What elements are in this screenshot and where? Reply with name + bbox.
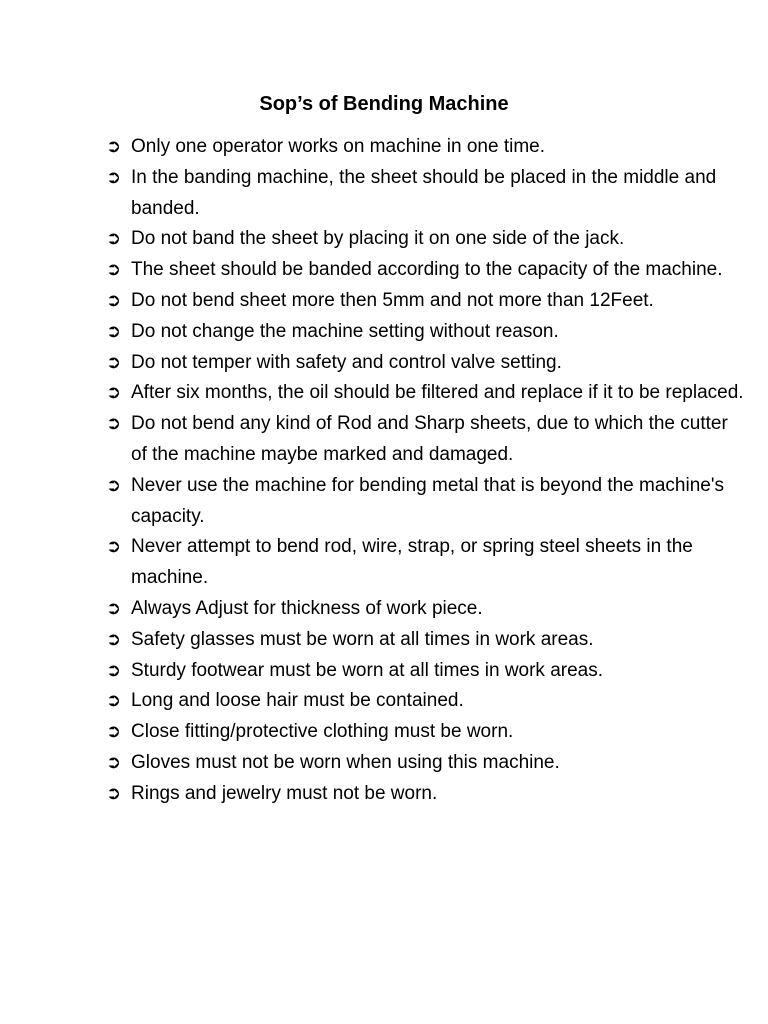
list-item (106, 686, 746, 717)
list-item (106, 224, 746, 255)
list-item (106, 132, 746, 163)
list-item-text: Do not change the machine setting without reason. (131, 320, 559, 342)
list-item (106, 532, 746, 594)
list-item (106, 409, 746, 471)
list-item-text: Do not temper with safety and control valve setting. (131, 351, 562, 373)
arrow-bullet-icon: ➲ (106, 536, 122, 558)
list-item (106, 779, 746, 810)
arrow-bullet-icon: ➲ (106, 166, 122, 188)
list-item-text: After six months, the oil should be filtered and replace if it to be replaced. (131, 382, 744, 404)
list-item (106, 348, 746, 379)
list-item-text: Gloves must not be worn when using this machine. (131, 751, 560, 773)
list-item-text: Close fitting/protective clothing must be worn. (131, 721, 514, 743)
list-item (106, 594, 746, 625)
list-item-text: Always Adjust for thickness of work piece. (131, 597, 483, 619)
list-item-text: Do not band the sheet by placing it on one side of the jack. (131, 228, 625, 250)
arrow-bullet-icon: ➲ (106, 413, 122, 435)
list-item (106, 163, 746, 225)
list-item-text: Do not bend sheet more then 5mm and not more than 12Feet. (131, 289, 654, 311)
list-item-text: Long and loose hair must be contained. (131, 690, 464, 712)
list-item-text: Safety glasses must be worn at all times in work areas. (131, 628, 594, 650)
arrow-bullet-icon: ➲ (106, 721, 122, 743)
arrow-bullet-icon: ➲ (106, 382, 122, 404)
arrow-bullet-icon: ➲ (106, 597, 122, 619)
arrow-bullet-icon: ➲ (106, 751, 122, 773)
list-item-text: Rings and jewelry must not be worn. (131, 782, 438, 804)
list-item-text: Never attempt to bend rod, wire, strap, or spring steel sheets in the machine. (131, 536, 693, 589)
arrow-bullet-icon: ➲ (106, 782, 122, 804)
arrow-bullet-icon: ➲ (106, 320, 122, 342)
list-item (106, 656, 746, 687)
list-item-text: In the banding machine, the sheet should be placed in the middle and banded. (131, 166, 717, 219)
arrow-bullet-icon: ➲ (106, 628, 122, 650)
list-item-text: Never use the machine for bending metal that is beyond the machine's capacity. (131, 474, 724, 527)
list-item (106, 378, 746, 409)
list-item (106, 255, 746, 286)
sop-list (106, 132, 746, 810)
list-item (106, 286, 746, 317)
arrow-bullet-icon: ➲ (106, 474, 122, 496)
document-title: Sop’s of Bending Machine (259, 93, 509, 115)
list-item-text: Sturdy footwear must be worn at all times in work areas. (131, 659, 604, 681)
arrow-bullet-icon: ➲ (106, 228, 122, 250)
list-item-text: Only one operator works on machine in one time. (131, 136, 545, 157)
list-item (106, 625, 746, 656)
arrow-bullet-icon: ➲ (106, 136, 122, 157)
arrow-bullet-icon: ➲ (106, 351, 122, 373)
list-item-text: Do not bend any kind of Rod and Sharp sheets, due to which the cutter of the machine maybe marked and damaged. (131, 413, 728, 465)
list-item (106, 317, 746, 348)
list-item (106, 471, 746, 533)
list-item (106, 748, 746, 779)
arrow-bullet-icon: ➲ (106, 289, 122, 311)
arrow-bullet-icon: ➲ (106, 690, 122, 712)
list-item-text: The sheet should be banded according to the capacity of the machine. (131, 259, 723, 281)
list-item (106, 717, 746, 748)
arrow-bullet-icon: ➲ (106, 659, 122, 681)
arrow-bullet-icon: ➲ (106, 259, 122, 281)
